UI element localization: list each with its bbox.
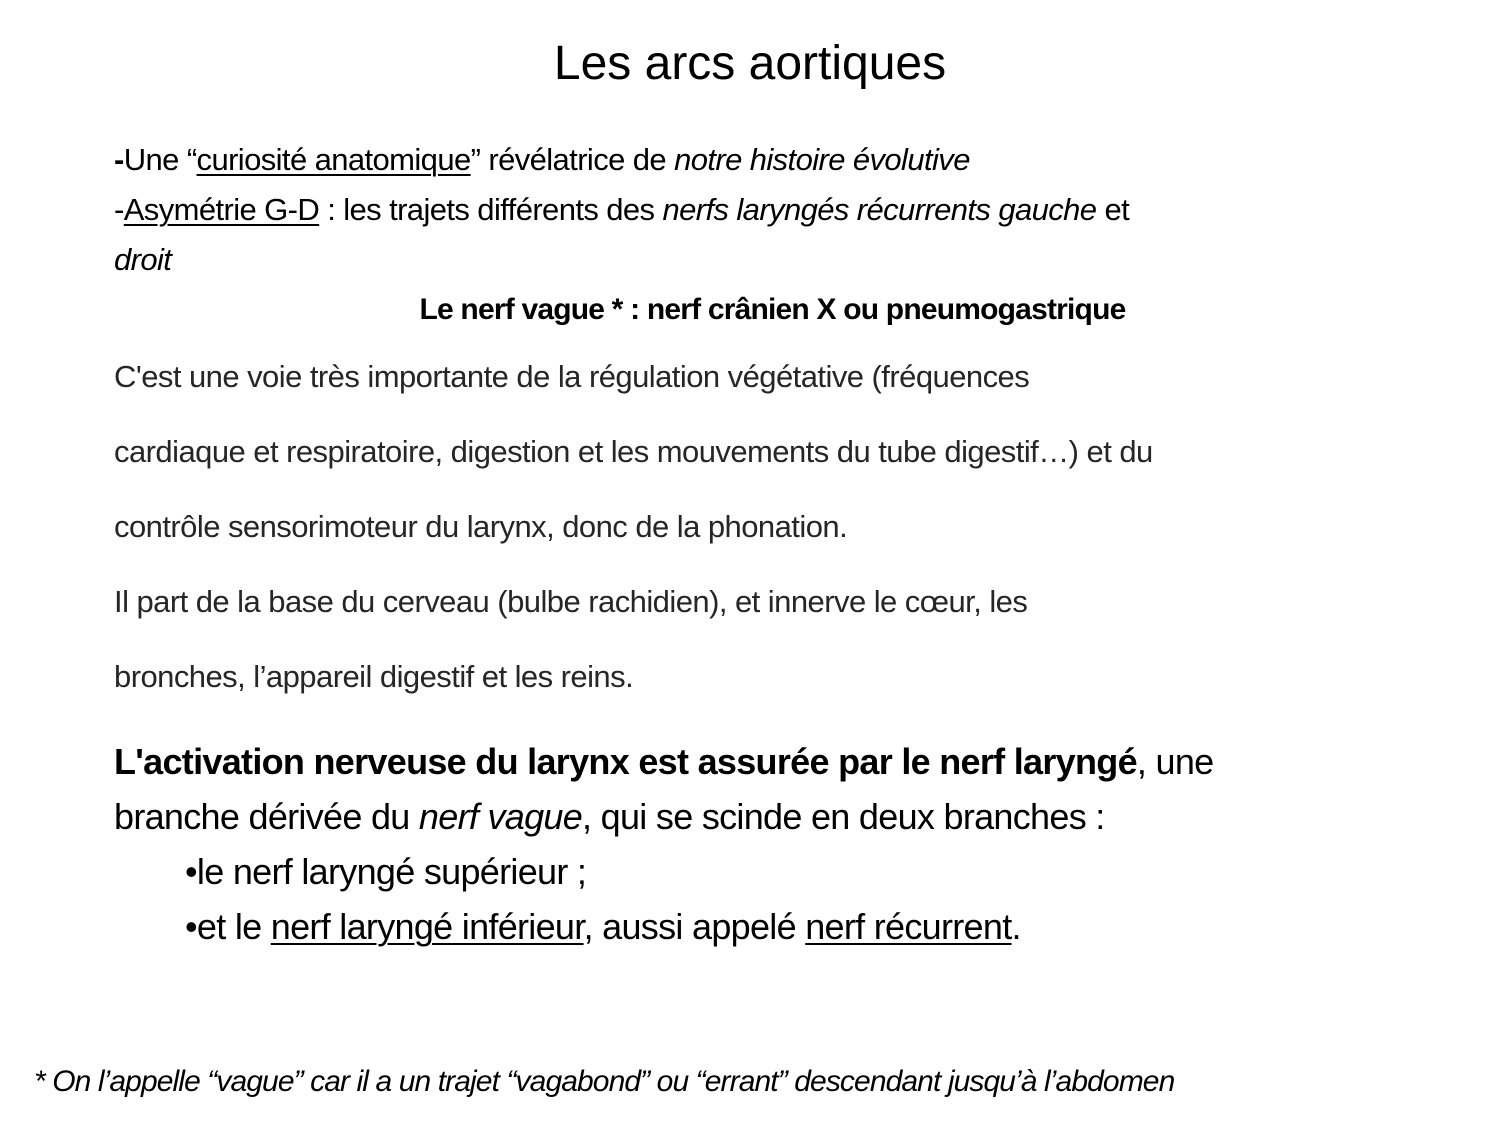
bullet-item [185, 847, 586, 897]
activation-text: , qui se scinde en deux branches : [582, 796, 1105, 837]
bullet-item [185, 902, 1021, 952]
intro-line-1 [114, 140, 970, 180]
footnote: * On l’appelle “vague” car il a un trajet “vagabond” ou “errant” descendant jusqu’à l’abdomen [34, 1065, 1175, 1098]
intro-text: ” révélatrice de [470, 142, 675, 177]
paragraph-line: C'est une voie très importante de la régulation végétative (fréquences [114, 359, 1030, 394]
intro-line-2 [114, 190, 1129, 230]
intro-line-3 [114, 240, 171, 280]
intro-text: : les trajets différents des [319, 192, 663, 227]
bullet-icon: • [185, 851, 197, 892]
italic-term: nerfs laryngés récurrents gauche [662, 192, 1097, 227]
underlined-term: Asymétrie G-D [123, 192, 320, 227]
paragraph-line: cardiaque et respiratoire, digestion et les mouvements du tube digestif…) et du [114, 434, 1153, 469]
intro-dash: - [114, 192, 124, 227]
bullet-text: . [1011, 906, 1021, 947]
slide-title: Les arcs aortiques [553, 37, 947, 90]
intro-dash: - [114, 142, 124, 177]
underlined-term: nerf laryngé inférieur [270, 906, 584, 947]
bullet-text: le nerf laryngé supérieur ; [196, 851, 587, 892]
underlined-term: curiosité anatomique [196, 142, 471, 177]
activation-text: branche dérivée du [114, 796, 419, 837]
underlined-term: nerf récurrent [805, 906, 1012, 947]
italic-term: notre histoire évolutive [674, 142, 970, 177]
section-heading: Le nerf vague * : nerf crânien X ou pneumogastrique [419, 293, 1126, 326]
italic-term: nerf vague [418, 796, 583, 837]
paragraph-line: bronches, l’appareil digestif et les reins. [114, 659, 634, 694]
intro-text: Une “ [123, 142, 197, 177]
bold-statement: L'activation nerveuse du larynx est assurée par le nerf laryngé [114, 741, 1137, 782]
bullet-text: et le [196, 906, 271, 947]
bullet-text: , aussi appelé [583, 906, 806, 947]
bullet-icon: • [185, 906, 197, 947]
paragraph-line: Il part de la base du cerveau (bulbe rachidien), et innerve le cœur, les [114, 584, 1028, 619]
activation-line-2 [114, 792, 1105, 842]
italic-term: droit [114, 242, 172, 277]
intro-text: et [1096, 192, 1130, 227]
activation-line-1 [114, 737, 1214, 787]
paragraph-line: contrôle sensorimoteur du larynx, donc de la phonation. [114, 509, 848, 544]
activation-text: , une [1136, 741, 1214, 782]
